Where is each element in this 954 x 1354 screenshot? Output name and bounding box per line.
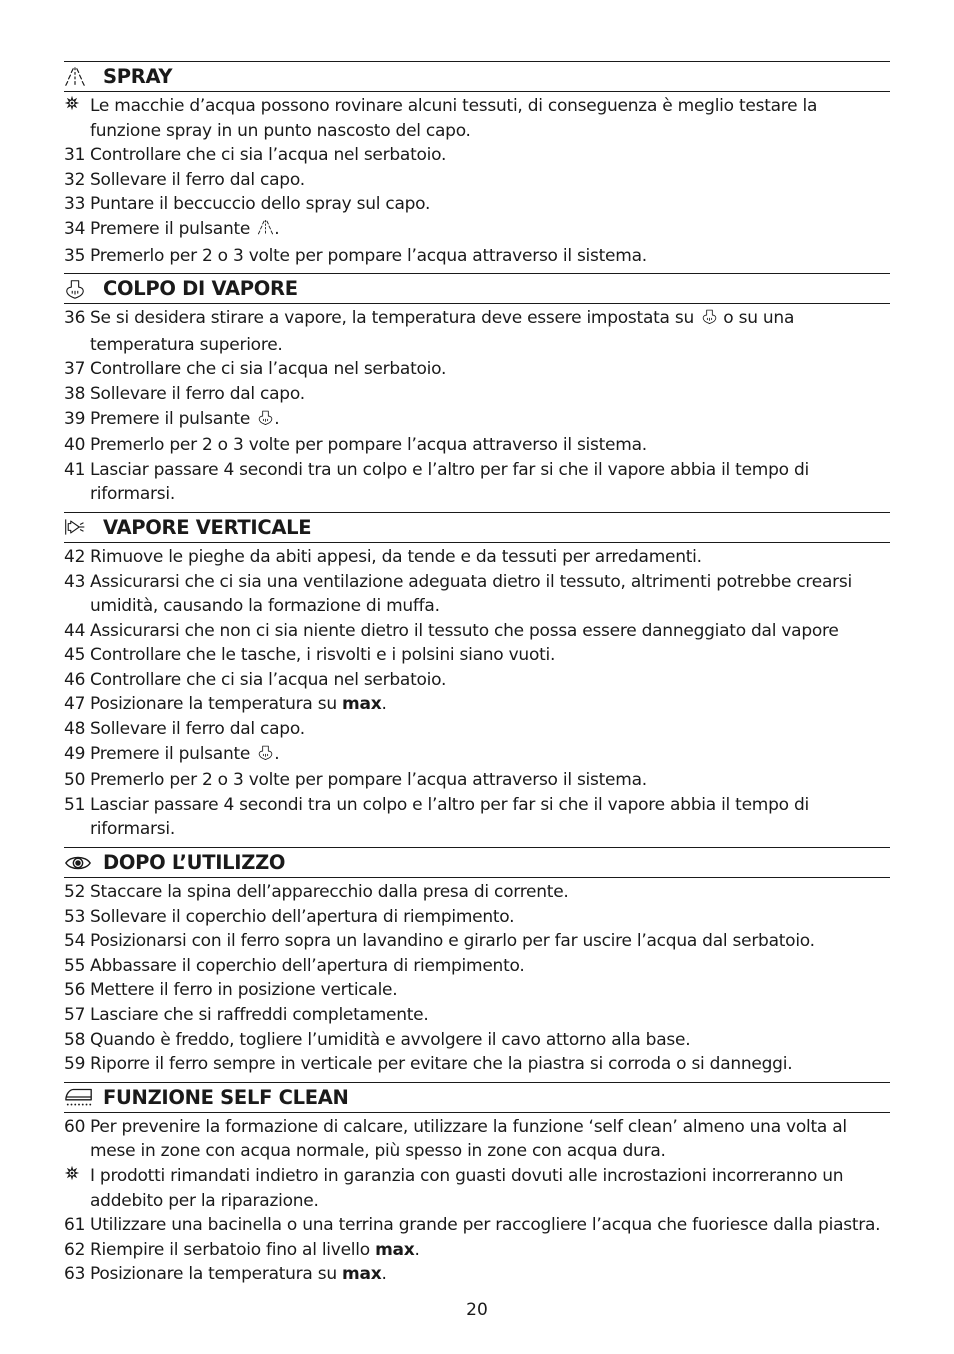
spray-icon — [257, 219, 274, 244]
step-number: 39 — [64, 408, 86, 429]
step-text-main: I prodotti rimandati indietro in garanzia con guasti dovuti alle incrostazioni incorreranno un addebito per la riparazione. — [90, 1165, 844, 1211]
step-text-main: Controllare che le tasche, i risvolti e i polsini siano vuoti. — [90, 645, 556, 666]
list-item — [64, 1164, 890, 1213]
step-number: 62 — [64, 1239, 86, 1260]
step-text — [90, 357, 890, 382]
warning-star-icon — [64, 1164, 90, 1213]
list-item — [64, 905, 890, 930]
step-number: 45 — [64, 645, 86, 666]
step-number: 58 — [64, 1029, 86, 1050]
list-item — [64, 306, 890, 357]
steam-burst-icon — [701, 308, 718, 333]
bold-value: max — [375, 1239, 415, 1260]
step-number: 42 — [64, 546, 86, 567]
list-item — [64, 570, 890, 619]
step-text — [90, 619, 890, 644]
step-text — [90, 1238, 890, 1263]
warning-star-icon — [64, 94, 90, 143]
step-text-main: Controllare che ci sia l’acqua nel serbatoio. — [90, 359, 447, 380]
vertical-steam-icon — [64, 516, 94, 538]
step-text-main: Controllare che ci sia l’acqua nel serbatoio. — [90, 669, 447, 690]
section-header — [64, 273, 890, 304]
list-item — [64, 407, 890, 434]
step-text-after: . — [274, 218, 280, 239]
step-text — [90, 168, 890, 193]
step-text-after: . — [414, 1239, 420, 1260]
step-text-after: . — [274, 408, 280, 429]
step-number: 46 — [64, 669, 86, 690]
step-number: 57 — [64, 1005, 86, 1025]
step-number: 33 — [64, 194, 86, 215]
step-number: 51 — [64, 794, 86, 815]
step-number: 35 — [64, 245, 86, 266]
list-item — [64, 382, 890, 407]
section-title: SPRAY — [103, 65, 173, 88]
step-text-main: Lasciare che si raffreddi completamente. — [90, 1005, 429, 1025]
step-number: 55 — [64, 955, 86, 976]
step-number: 61 — [64, 1215, 86, 1236]
list-item — [64, 1262, 890, 1287]
step-text-main: Mettere il ferro in posizione verticale. — [90, 980, 398, 1001]
step-text — [90, 1028, 890, 1053]
list-item — [64, 880, 890, 905]
list-item — [64, 1213, 890, 1238]
step-text — [90, 880, 890, 905]
step-text-main: Sollevare il ferro dal capo. — [90, 719, 305, 740]
step-text-main: Premerlo per 2 o 3 volte per pompare l’acqua attraverso il sistema. — [90, 770, 647, 791]
step-number: 40 — [64, 435, 86, 456]
step-list — [64, 878, 890, 1077]
section-header — [64, 61, 890, 92]
list-item — [64, 742, 890, 769]
step-text — [90, 143, 890, 168]
section-header — [64, 512, 890, 543]
step-text-main: Premere il pulsante — [90, 743, 251, 764]
step-number: 31 — [64, 145, 86, 166]
step-text — [90, 458, 890, 507]
step-text — [90, 793, 890, 842]
list-item — [64, 668, 890, 693]
step-number: 36 — [64, 308, 86, 329]
step-number: 37 — [64, 359, 86, 380]
step-text-main: Premerlo per 2 o 3 volte per pompare l’acqua attraverso il sistema. — [90, 435, 647, 456]
step-text-main: Sollevare il coperchio dell’apertura di riempimento. — [90, 906, 515, 927]
list-item — [64, 619, 890, 644]
steam-burst-icon — [64, 278, 94, 300]
step-text — [90, 668, 890, 693]
list-item — [64, 357, 890, 382]
step-text-main: Utilizzare una bacinella o una terrina grande per raccogliere l’acqua che fuoriesce dalla piastra. — [90, 1215, 881, 1236]
step-text-main: Posizionare la temperatura su — [90, 694, 337, 715]
list-item — [64, 168, 890, 193]
step-text-main: Le macchie d’acqua possono rovinare alcuni tessuti, di conseguenza è meglio testare la funzione spray in un punto nascosto del capo. — [90, 96, 818, 141]
steam-burst-icon — [257, 744, 274, 769]
step-list — [64, 1113, 890, 1287]
list-item — [64, 433, 890, 458]
step-list — [64, 304, 890, 507]
list-item — [64, 768, 890, 793]
step-number: 54 — [64, 931, 86, 952]
step-text-main: Assicurarsi che ci sia una ventilazione adeguata dietro il tessuto, altrimenti potrebbe crearsi umidità, causando la formazione di muffa. — [90, 571, 852, 617]
page-number: 20 — [466, 1300, 488, 1320]
step-text — [90, 244, 890, 269]
list-item — [64, 1115, 890, 1164]
step-text-main: Se si desidera stirare a vapore, la temperatura deve essere impostata su — [90, 308, 694, 329]
step-number: 49 — [64, 743, 86, 764]
step-number: 38 — [64, 383, 86, 404]
step-number: 52 — [64, 882, 86, 903]
section-title: COLPO DI VAPORE — [103, 277, 298, 301]
step-text — [90, 570, 890, 619]
step-text-main: Assicurarsi che non ci sia niente dietro il tessuto che possa essere danneggiato dal vapore — [90, 620, 839, 641]
list-item — [64, 929, 890, 954]
step-text — [90, 978, 890, 1003]
section-header — [64, 847, 890, 878]
step-text — [90, 217, 890, 244]
spray-icon — [64, 66, 94, 88]
step-number: 32 — [64, 169, 86, 190]
step-text-main: Staccare la spina dell’apparecchio dalla presa di corrente. — [90, 882, 569, 903]
step-text-main: Riporre il ferro sempre in verticale per evitare che la piastra si corroda o si danneggi. — [90, 1054, 793, 1075]
step-text-main: Premerlo per 2 o 3 volte per pompare l’acqua attraverso il sistema. — [90, 245, 647, 266]
step-text-after: o su una temperatura superiore. — [90, 308, 795, 355]
step-text-main: Premere il pulsante — [90, 218, 251, 239]
list-item — [64, 1003, 890, 1028]
step-text-main: Lasciar passare 4 secondi tra un colpo e l’altro per far si che il vapore abbia il tempo di riformarsi. — [90, 459, 809, 505]
step-text-main: Premere il pulsante — [90, 408, 251, 429]
step-text-main: Quando è freddo, togliere l’umidità e avvolgere il cavo attorno alla base. — [90, 1029, 691, 1050]
step-text — [90, 1262, 890, 1287]
list-item — [64, 94, 890, 143]
list-item — [64, 717, 890, 742]
step-number: 60 — [64, 1116, 86, 1137]
step-text-main: Posizionarsi con il ferro sopra un lavandino e girarlo per far uscire l’acqua dal serbatoio. — [90, 931, 815, 952]
list-item — [64, 143, 890, 168]
section-title: DOPO L’UTILIZZO — [103, 851, 286, 875]
step-text — [90, 905, 890, 930]
list-item — [64, 692, 890, 717]
bold-value: max — [342, 1264, 382, 1285]
self-clean-icon — [64, 1086, 94, 1108]
step-list — [64, 543, 890, 842]
steam-burst-icon — [257, 409, 274, 434]
step-text — [90, 742, 890, 769]
step-number: 59 — [64, 1054, 86, 1075]
manual-page — [64, 61, 890, 1287]
list-item — [64, 192, 890, 217]
eye-icon — [64, 852, 94, 874]
step-text — [90, 643, 890, 668]
step-number: 53 — [64, 906, 86, 927]
list-item — [64, 793, 890, 842]
step-text — [90, 192, 890, 217]
bold-value: max — [342, 694, 382, 715]
list-item — [64, 643, 890, 668]
step-text-after: . — [381, 694, 387, 715]
step-text — [90, 954, 890, 979]
step-text-main: Rimuove le pieghe da abiti appesi, da tende e da tessuti per arredamenti. — [90, 546, 702, 567]
list-item — [64, 954, 890, 979]
step-text — [90, 1003, 890, 1028]
list-item — [64, 1052, 890, 1077]
list-item — [64, 545, 890, 570]
step-text — [90, 382, 890, 407]
list-item — [64, 1028, 890, 1053]
step-number: 63 — [64, 1264, 86, 1285]
list-item — [64, 1238, 890, 1263]
step-number: 50 — [64, 770, 86, 791]
list-item — [64, 458, 890, 507]
step-text — [90, 717, 890, 742]
step-text — [90, 1213, 890, 1238]
step-number: 41 — [64, 459, 86, 480]
step-text-main: Riempire il serbatoio fino al livello — [90, 1239, 370, 1260]
section-title: VAPORE VERTICALE — [103, 515, 312, 539]
step-text-after: . — [274, 743, 280, 764]
step-text — [90, 1115, 890, 1164]
step-text-main: Lasciar passare 4 secondi tra un colpo e l’altro per far si che il vapore abbia il tempo di riformarsi. — [90, 794, 809, 840]
step-text-main: Puntare il beccuccio dello spray sul capo. — [90, 194, 431, 215]
step-text — [90, 1052, 890, 1077]
list-item — [64, 978, 890, 1003]
step-text — [90, 929, 890, 954]
step-list — [64, 92, 890, 268]
step-text — [90, 306, 890, 357]
section-title: FUNZIONE SELF CLEAN — [103, 1085, 349, 1109]
step-text — [90, 768, 890, 793]
step-text-after: . — [381, 1264, 387, 1285]
step-text-main: Abbassare il coperchio dell’apertura di riempimento. — [90, 955, 525, 976]
step-number: 34 — [64, 218, 86, 239]
step-number: 44 — [64, 620, 86, 641]
step-text — [90, 94, 890, 143]
step-text — [90, 433, 890, 458]
step-text-main: Sollevare il ferro dal capo. — [90, 383, 305, 404]
step-text-main: Per prevenire la formazione di calcare, utilizzare la funzione ‘self clean’ almeno una volta al mese in zone con acqua normale, più spesso in zone con acqua dura. — [90, 1116, 847, 1162]
list-item — [64, 244, 890, 269]
step-number: 48 — [64, 719, 86, 740]
step-number: 43 — [64, 571, 86, 592]
step-text-main: Posizionare la temperatura su — [90, 1264, 337, 1285]
step-number: 56 — [64, 980, 86, 1001]
step-text-main: Sollevare il ferro dal capo. — [90, 169, 305, 190]
list-item — [64, 217, 890, 244]
section-header — [64, 1082, 890, 1113]
step-text — [90, 692, 890, 717]
step-number: 47 — [64, 694, 86, 715]
step-text — [90, 545, 890, 570]
step-text-main: Controllare che ci sia l’acqua nel serbatoio. — [90, 145, 447, 166]
step-text — [90, 407, 890, 434]
step-text — [90, 1164, 890, 1213]
